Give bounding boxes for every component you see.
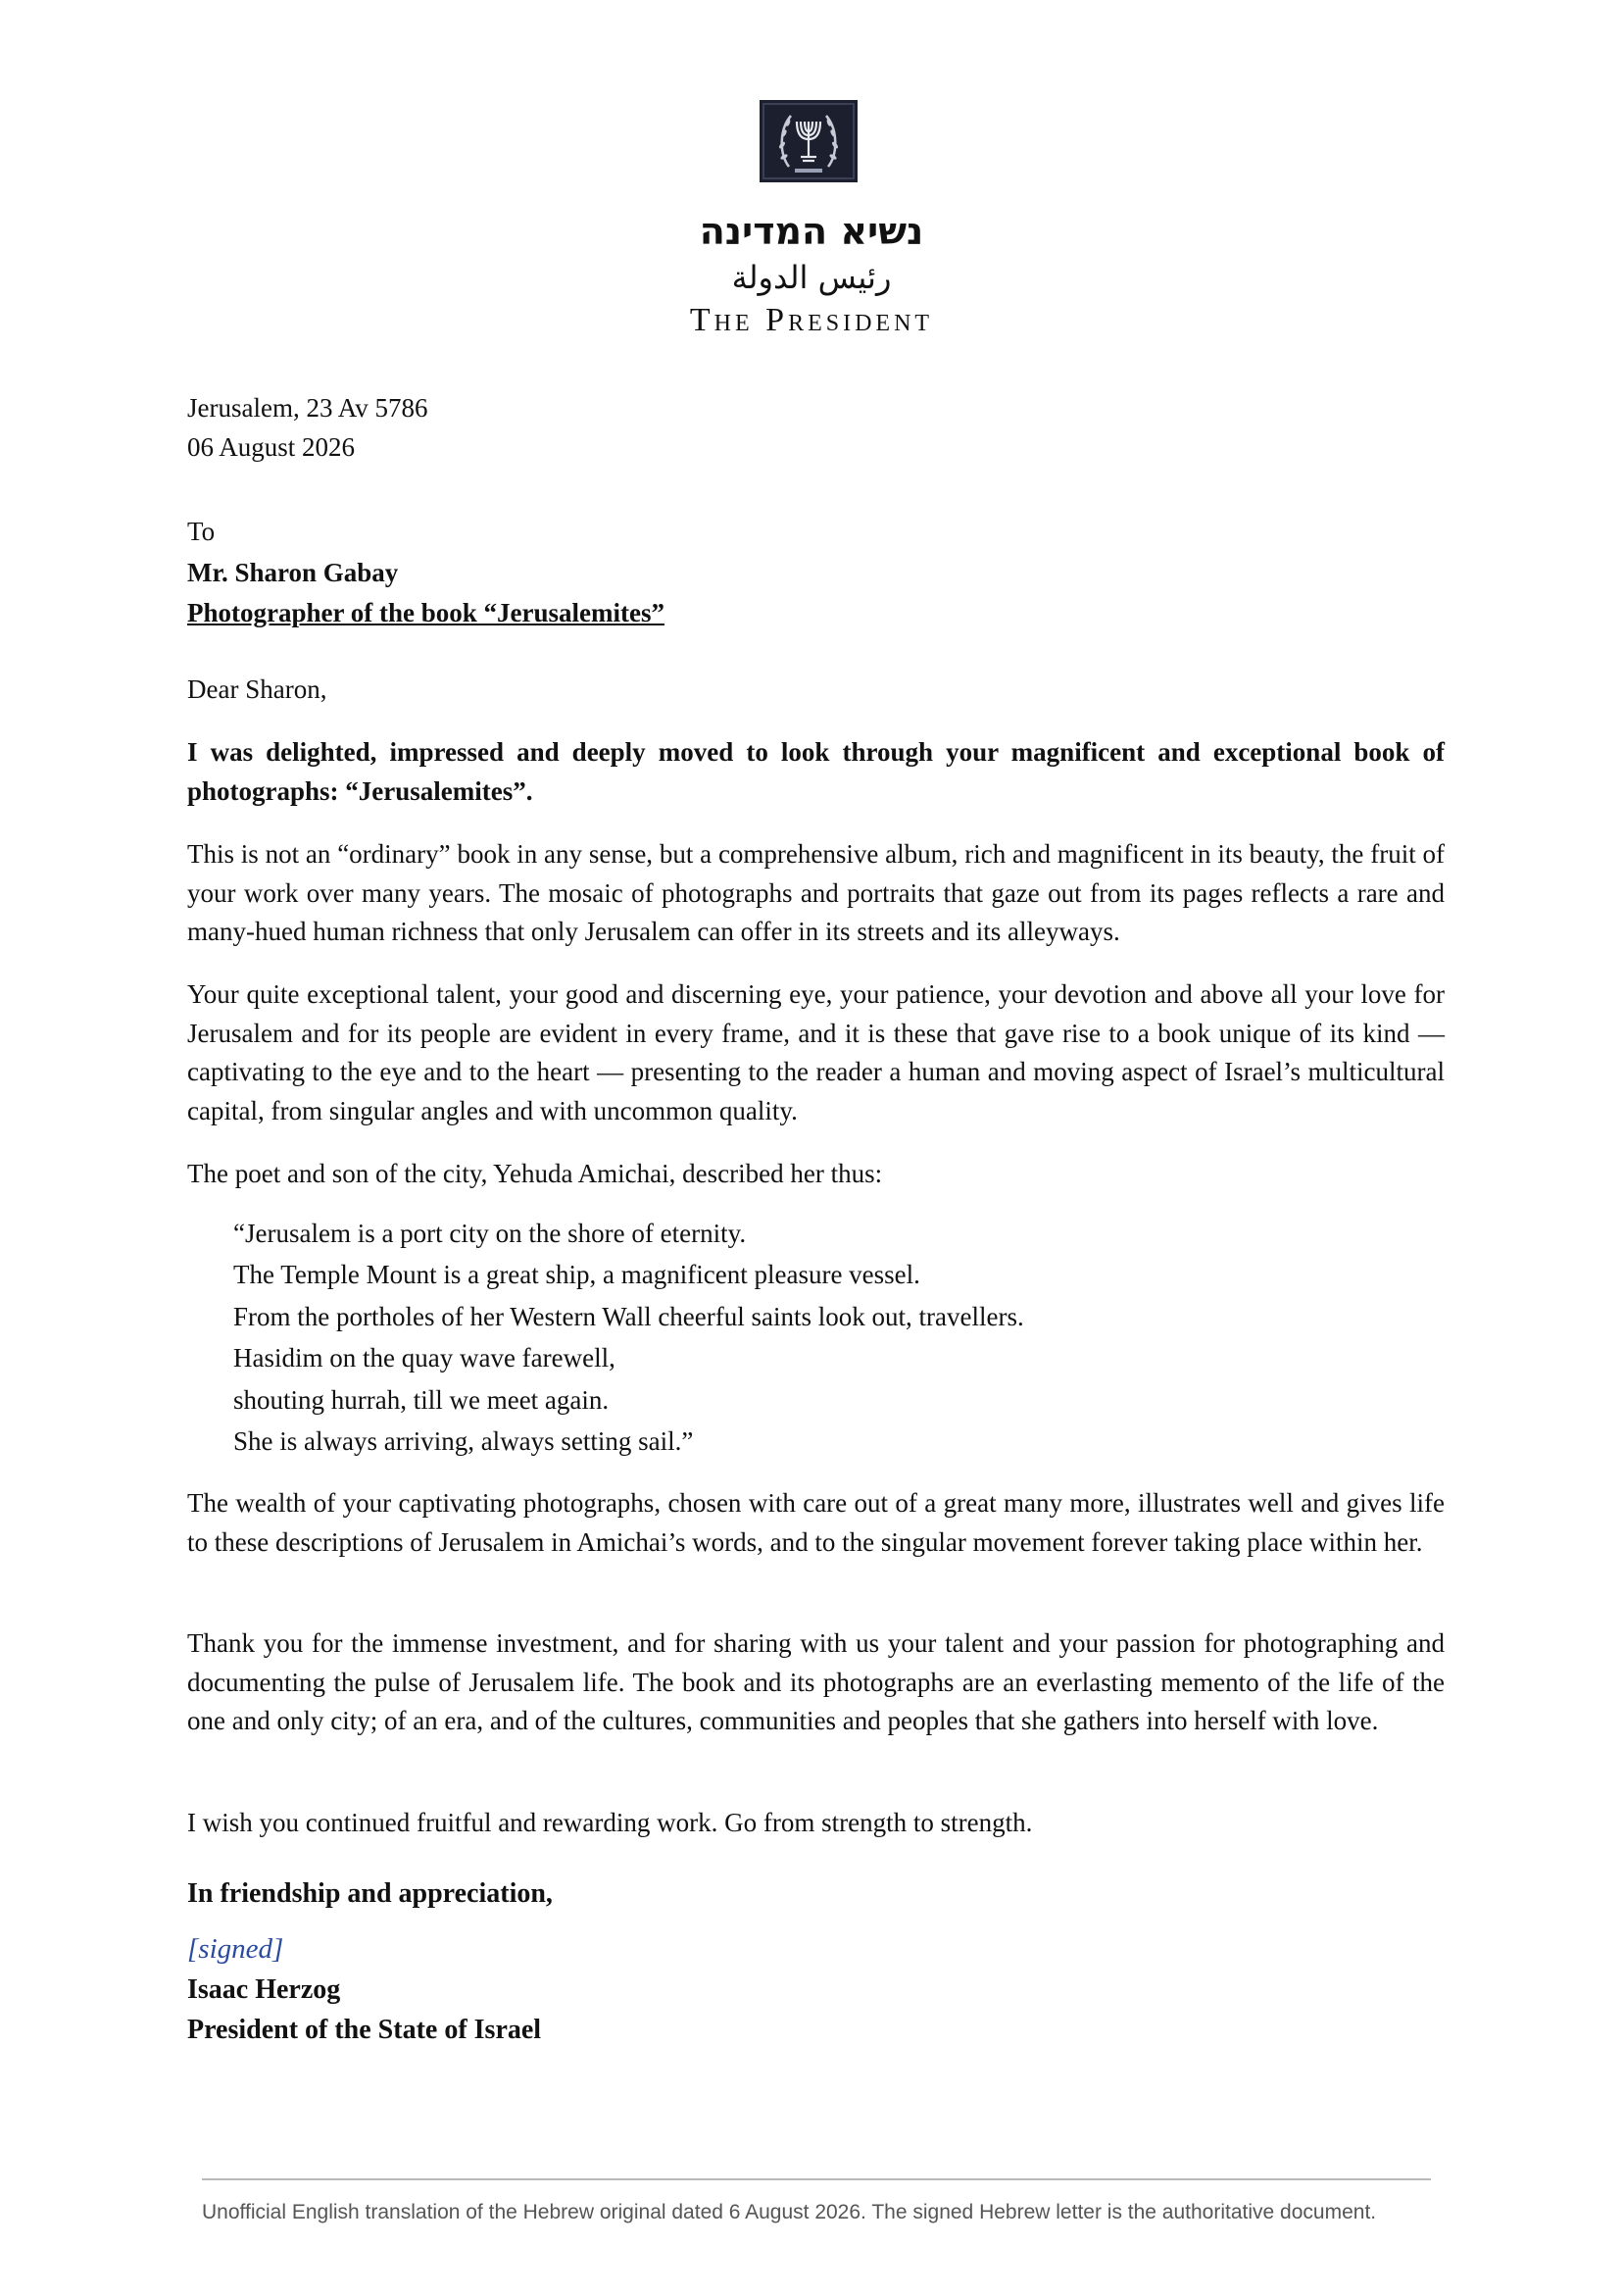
recipient-block xyxy=(187,512,1445,634)
valediction: In friendship and appreciation, xyxy=(187,1878,553,1909)
paragraph-4: Thank you for the immense investment, and for sharing with us your talent and your passion for photographing and documenting the pulse of Jerusalem life. The book and its photographs are an everlasting memento of the life of the one and only city; of an era, and of the cultures, communities and peoples that she gathers into herself with love. xyxy=(187,1628,1445,1735)
footer-divider xyxy=(202,2178,1431,2180)
recipient-name: Mr. Sharon Gabay xyxy=(187,557,399,587)
poem-quote xyxy=(233,1213,1409,1462)
paragraph-2: Your quite exceptional talent, your good and discerning eye, your patience, your devotion and above all your love for Jerusalem and for its people are evident in every frame, and it is these that gave rise to a book unique of its kind — captivating to the eye and to the heart — presenting to the reader a human and moving aspect of Israel’s multicultural capital, from singular angles and with uncommon quality. xyxy=(187,979,1445,1125)
letterhead-english-title: The President xyxy=(689,302,934,338)
recipient-title: Photographer of the book “Jerusalemites” xyxy=(187,598,664,627)
letterhead-hebrew-title: נשיא המדינה xyxy=(699,210,924,253)
signer-name: Isaac Herzog xyxy=(187,1974,341,2005)
paragraph-5: I wish you continued fruitful and rewarding work. Go from strength to strength. xyxy=(187,1808,1033,1837)
signer-title: President of the State of Israel xyxy=(187,2015,542,2045)
poem-line: Hasidim on the quay wave farewell, xyxy=(233,1343,615,1373)
poem-line: She is always arriving, always setting sail.” xyxy=(233,1426,694,1457)
signature-block xyxy=(187,1929,1445,2050)
signature-mark: [signed] xyxy=(187,1933,284,1965)
dateline xyxy=(187,389,1445,467)
paragraph-1: This is not an “ordinary” book in any sense, but a comprehensive album, rich and magnificent in its beauty, the fruit of your work over many years. The mosaic of photographs and portraits that gaze out from its pages reflects a rare and many-hued human richness that only Jerusalem can offer in its streets and its alleyways. xyxy=(187,839,1445,946)
recipient-to-label: To xyxy=(187,517,216,546)
menorah-emblem-icon xyxy=(760,100,858,182)
paragraph-3: The wealth of your captivating photographs, chosen with care out of a great many more, illustrates well and gives life to these descriptions of Jerusalem in Amichai’s words, and to the singular movement forever taking place within her. xyxy=(187,1488,1445,1557)
footer-translation-note: Unofficial English translation of the Hebrew original dated 6 August 2026. The signed Hebrew letter is the authoritative document. xyxy=(202,2201,1377,2223)
poem-line: From the portholes of her Western Wall cheerful saints look out, travellers. xyxy=(233,1301,1024,1331)
salutation: Dear Sharon, xyxy=(187,674,327,704)
poem-line: shouting hurrah, till we meet again. xyxy=(233,1384,610,1415)
hebrew-date-line: Jerusalem, 23 Av 5786 xyxy=(187,393,428,423)
intro-paragraph: I was delighted, impressed and deeply moved to look through your magnificent and exceptional book of photographs: “Jerusalemites”. xyxy=(187,737,1445,806)
poem-line: “Jerusalem is a port city on the shore of eternity. xyxy=(233,1219,747,1248)
letterhead-arabic-title: رئيس الدولة xyxy=(731,259,892,296)
poem-line: The Temple Mount is a great ship, a magnificent pleasure vessel. xyxy=(233,1260,920,1290)
gregorian-date-line: 06 August 2026 xyxy=(187,431,356,462)
poem-intro: The poet and son of the city, Yehuda Amichai, described her thus: xyxy=(187,1159,883,1188)
